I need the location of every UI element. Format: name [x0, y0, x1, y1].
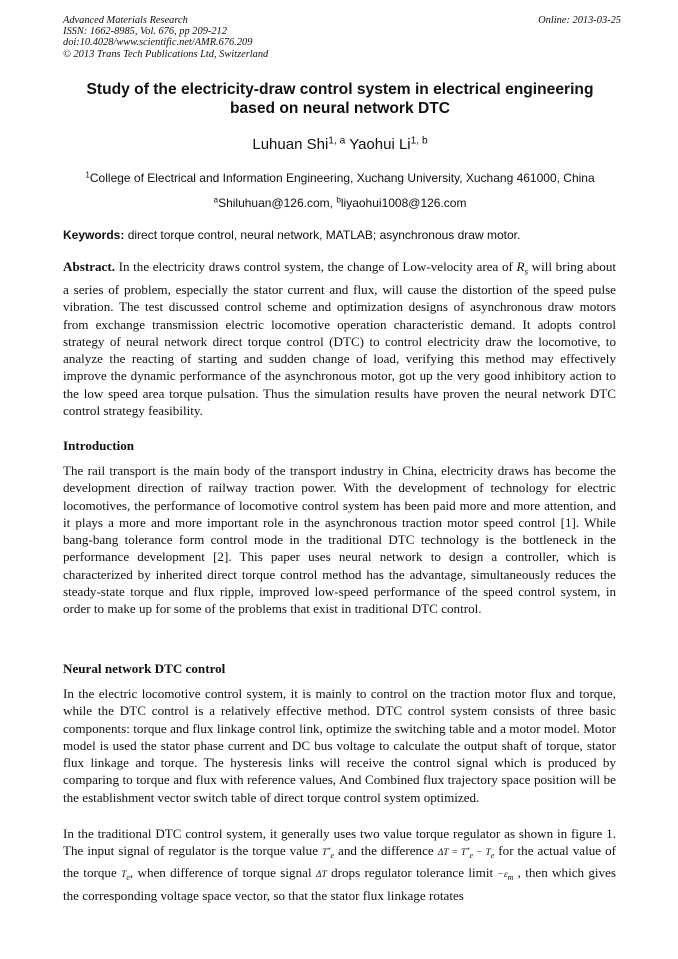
text-run: and the difference	[334, 843, 438, 859]
math-symbol: R	[516, 259, 525, 274]
authors	[60, 136, 620, 154]
author-emails: $^a$Shiluhuan@126.com, $^b$liyaohui1008@126.com	[213, 195, 467, 210]
text-run: , then which gives the corresponding voltage space vector, so that the stator flux linkage rotates	[63, 865, 617, 903]
title-line-2: based on neural network DTC	[229, 100, 451, 117]
text-run: In the traditional DTC control system, it generally uses two value torque regulator as shown in figure 1. The input signal of regulator is the torque value	[63, 826, 616, 859]
author-name: Luhuan Shi	[252, 136, 329, 153]
email-mark: b	[336, 195, 341, 205]
abstract-label: Abstract.	[63, 259, 115, 274]
abstract-text-2: will bring about a series of problem, especially the stator current and flux, will cause the distortion of the speed pulse vibration. The test discussed control scheme and optimization designs of asynchronous draw motors from exchange transmission electric locomotive operation characteristic demand. It adopts control strategy of neural network direct torque control (DTC) to control electricity draw the locomotive, to analyze the reacting of starting and sudden change of load, verifying this method may effectively improve the dynamic performance of the asynchronous motor, got up the very good inhibitory action to the low speed area torque pulsation. Thus the simulation results have proven the neural network DTC control strategy feasibility.	[63, 259, 617, 418]
math-delta-torque-eq: $\Delta T = T^*_e - T_e$	[437, 846, 495, 861]
journal-header	[63, 15, 268, 60]
abstract-text-1: In the electricity draws control system, the change of Low-velocity area of	[115, 259, 517, 274]
affiliation	[60, 171, 620, 185]
journal-name: Advanced Materials Research	[63, 15, 188, 26]
math-torque-ref: $T^*_e$	[322, 846, 335, 861]
text-run: , when difference of torque signal	[129, 865, 316, 881]
introduction-paragraph: The rail transport is the main body of the transport industry in China, electricity draws has become the development direction of railway traction power. With the development of technology for electric locomotives, the performance of locomotive control system has been paid more and more attention, and it plays a more and more important role in the asynchronous traction motor speed control [1]. While bang-bang tolerance form control mode in the traditional DTC technology is the bottleneck in the performance development [2]. This paper uses neural network to design a controller, which is characterized by inherited direct torque control method has the advantage, simultaneously reduces the steady-state torque and flux ripple, improved low-speed performance of the speed control system, in order to make up for some of the problems that exist in traditional DTC control.	[63, 463, 616, 617]
email-link[interactable]: Shiluhuan@126.com	[218, 196, 330, 210]
section-heading-introduction: Introduction	[63, 438, 135, 453]
journal-issn: ISSN: 1662-8985, Vol. 676, pp 209-212	[63, 26, 227, 38]
journal-copyright: © 2013 Trans Tech Publications Ltd, Switzerland	[63, 48, 269, 60]
email-link[interactable]: liyaohui1008@126.com	[340, 196, 467, 210]
text-run: for the actual value of the torque	[63, 843, 616, 881]
keywords-text: direct torque control, neural network, MATLAB; asynchronous draw motor.	[124, 228, 521, 242]
online-date: Online: 2013-03-25	[538, 15, 621, 26]
author-affil-mark: 1, b	[410, 135, 428, 147]
author-name: Yaohui Li	[349, 136, 411, 153]
abstract	[63, 258, 616, 419]
title-line-1: Study of the electricity-draw control system in electrical engineering	[86, 81, 594, 98]
affil-text: College of Electrical and Information Engineering, Xuchang University, Xuchang 461000, China	[89, 171, 595, 185]
journal-doi: doi:10.4028/www.scientific.net/AMR.676.209	[63, 37, 253, 49]
affil-mark: 1	[85, 170, 90, 180]
math-delta-torque: ΔT	[315, 870, 327, 881]
math-torque-actual: $T_e$	[121, 870, 130, 883]
neural-network-paragraph-1: In the electric locomotive control system, it is mainly to control on the traction motor flux and torque, while the DTC control is a relatively effective method. DTC control system consists of three basic components: torque and flux linkage control link, optimize the switching table and a motor model. Motor model is used the stator phase current and DC bus voltage to calculate the output shaft of torque, stator flux linkage and torque. The hysteresis links will receive the control signal which is produced by comparing to torque and flux with reference values, And Combined flux trajectory space position will be the establishment vector switch table of direct torque control system optimized.	[63, 686, 616, 805]
text-run: drops regulator tolerance limit	[326, 865, 498, 881]
math-tolerance-limit: $-\varepsilon_m$	[497, 870, 514, 883]
author-affil-mark: 1, a	[328, 135, 346, 147]
keywords-label: Keywords:	[63, 228, 125, 242]
email-mark: a	[213, 195, 219, 205]
neural-network-paragraph-2	[63, 825, 616, 904]
section-heading-neural-network: Neural network DTC control	[63, 661, 226, 676]
math-subscript: s	[524, 266, 529, 277]
paper-title	[60, 80, 620, 118]
keywords	[63, 228, 616, 242]
